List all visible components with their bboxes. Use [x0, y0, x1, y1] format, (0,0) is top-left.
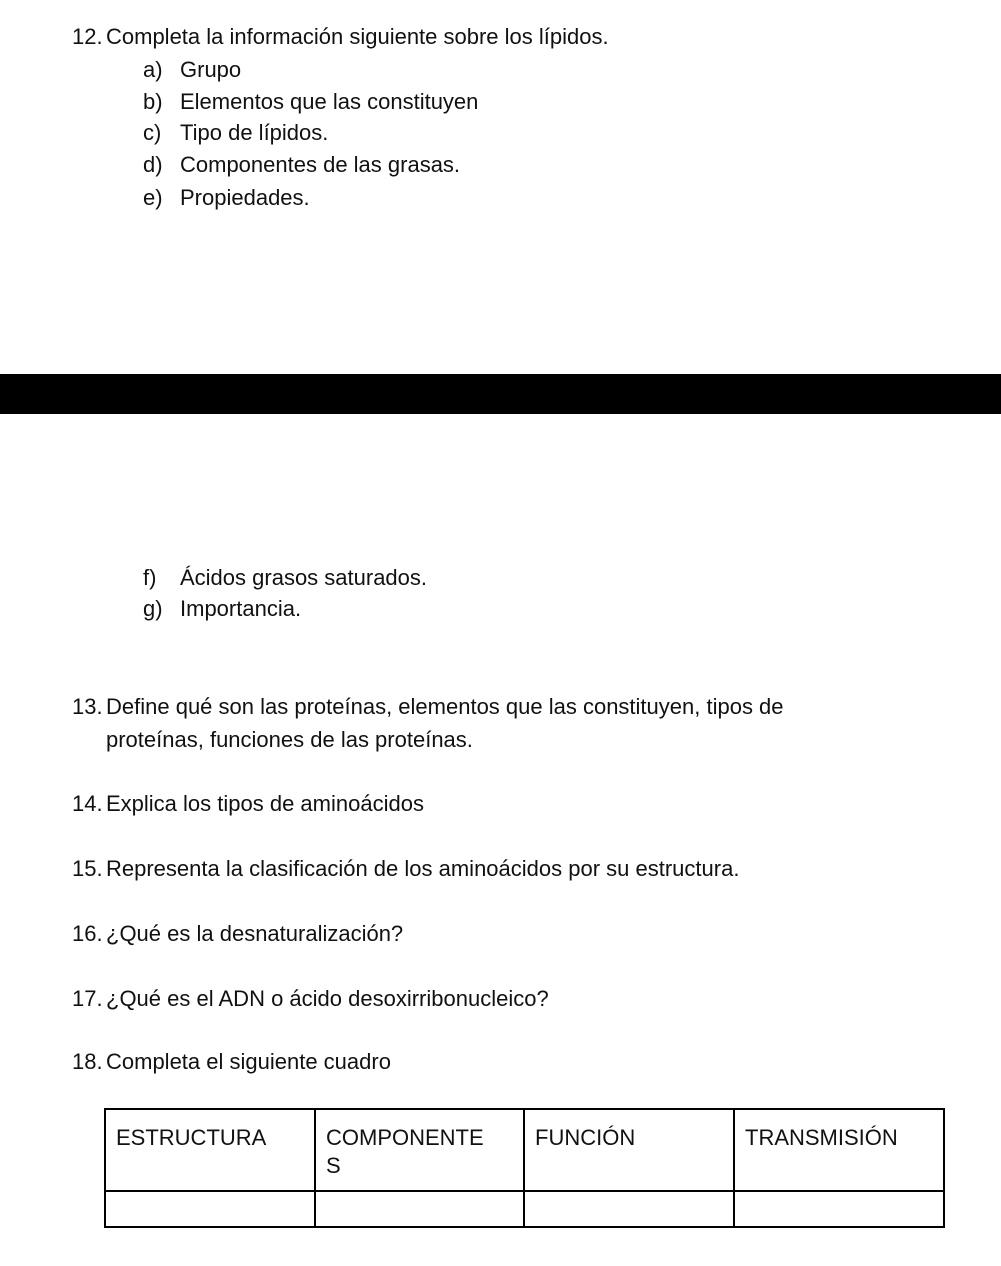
question-13-line2: proteínas, funciones de las proteínas. [106, 727, 473, 752]
question-16-text: ¿Qué es la desnaturalización? [106, 921, 404, 946]
cell-estructura[interactable] [105, 1191, 315, 1227]
question-14-text: Explica los tipos de aminoácidos [106, 791, 424, 816]
item-g-text: Importancia. [180, 596, 302, 621]
question-13-line1: Define qué son las proteínas, elementos que las constituyen, tipos de [106, 694, 784, 719]
question-12-number: 12. [72, 24, 103, 49]
item-d-letter: d) [143, 152, 163, 177]
item-f-letter: f) [143, 565, 157, 590]
header-transmision: TRANSMISIÓN [734, 1109, 944, 1191]
item-b-text: Elementos que las constituyen [180, 89, 479, 114]
item-f-text: Ácidos grasos saturados. [180, 565, 428, 590]
question-18-number: 18. [72, 1049, 103, 1074]
cell-transmision[interactable] [734, 1191, 944, 1227]
question-12-text: Completa la información siguiente sobre los lípidos. [106, 24, 609, 49]
question-18-text: Completa el siguiente cuadro [106, 1049, 391, 1074]
item-e-text: Propiedades. [180, 185, 310, 210]
item-b-letter: b) [143, 89, 163, 114]
header-estructura: ESTRUCTURA [105, 1109, 315, 1191]
question-14-number: 14. [72, 791, 103, 816]
item-d-text: Componentes de las grasas. [180, 152, 461, 177]
item-c-letter: c) [143, 120, 162, 145]
table-row [105, 1191, 944, 1227]
cell-funcion[interactable] [524, 1191, 734, 1227]
question-13-number: 13. [72, 694, 103, 719]
header-componentes: COMPONENTE S [315, 1109, 524, 1191]
item-g-letter: g) [143, 596, 163, 621]
header-funcion: FUNCIÓN [524, 1109, 734, 1191]
cell-componentes[interactable] [315, 1191, 524, 1227]
page-break-band [0, 374, 1001, 414]
table-header-row [105, 1109, 944, 1191]
item-c-text: Tipo de lípidos. [180, 120, 329, 145]
question-17-text: ¿Qué es el ADN o ácido desoxirribonucleico? [106, 986, 549, 1011]
cuadro-table [104, 1108, 945, 1228]
question-15-text: Representa la clasificación de los aminoácidos por su estructura. [106, 856, 740, 881]
question-15-number: 15. [72, 856, 103, 881]
question-17-number: 17. [72, 986, 103, 1011]
item-a-text: Grupo [180, 57, 242, 82]
item-e-letter: e) [143, 185, 163, 210]
item-a-letter: a) [143, 57, 163, 82]
question-16-number: 16. [72, 921, 103, 946]
